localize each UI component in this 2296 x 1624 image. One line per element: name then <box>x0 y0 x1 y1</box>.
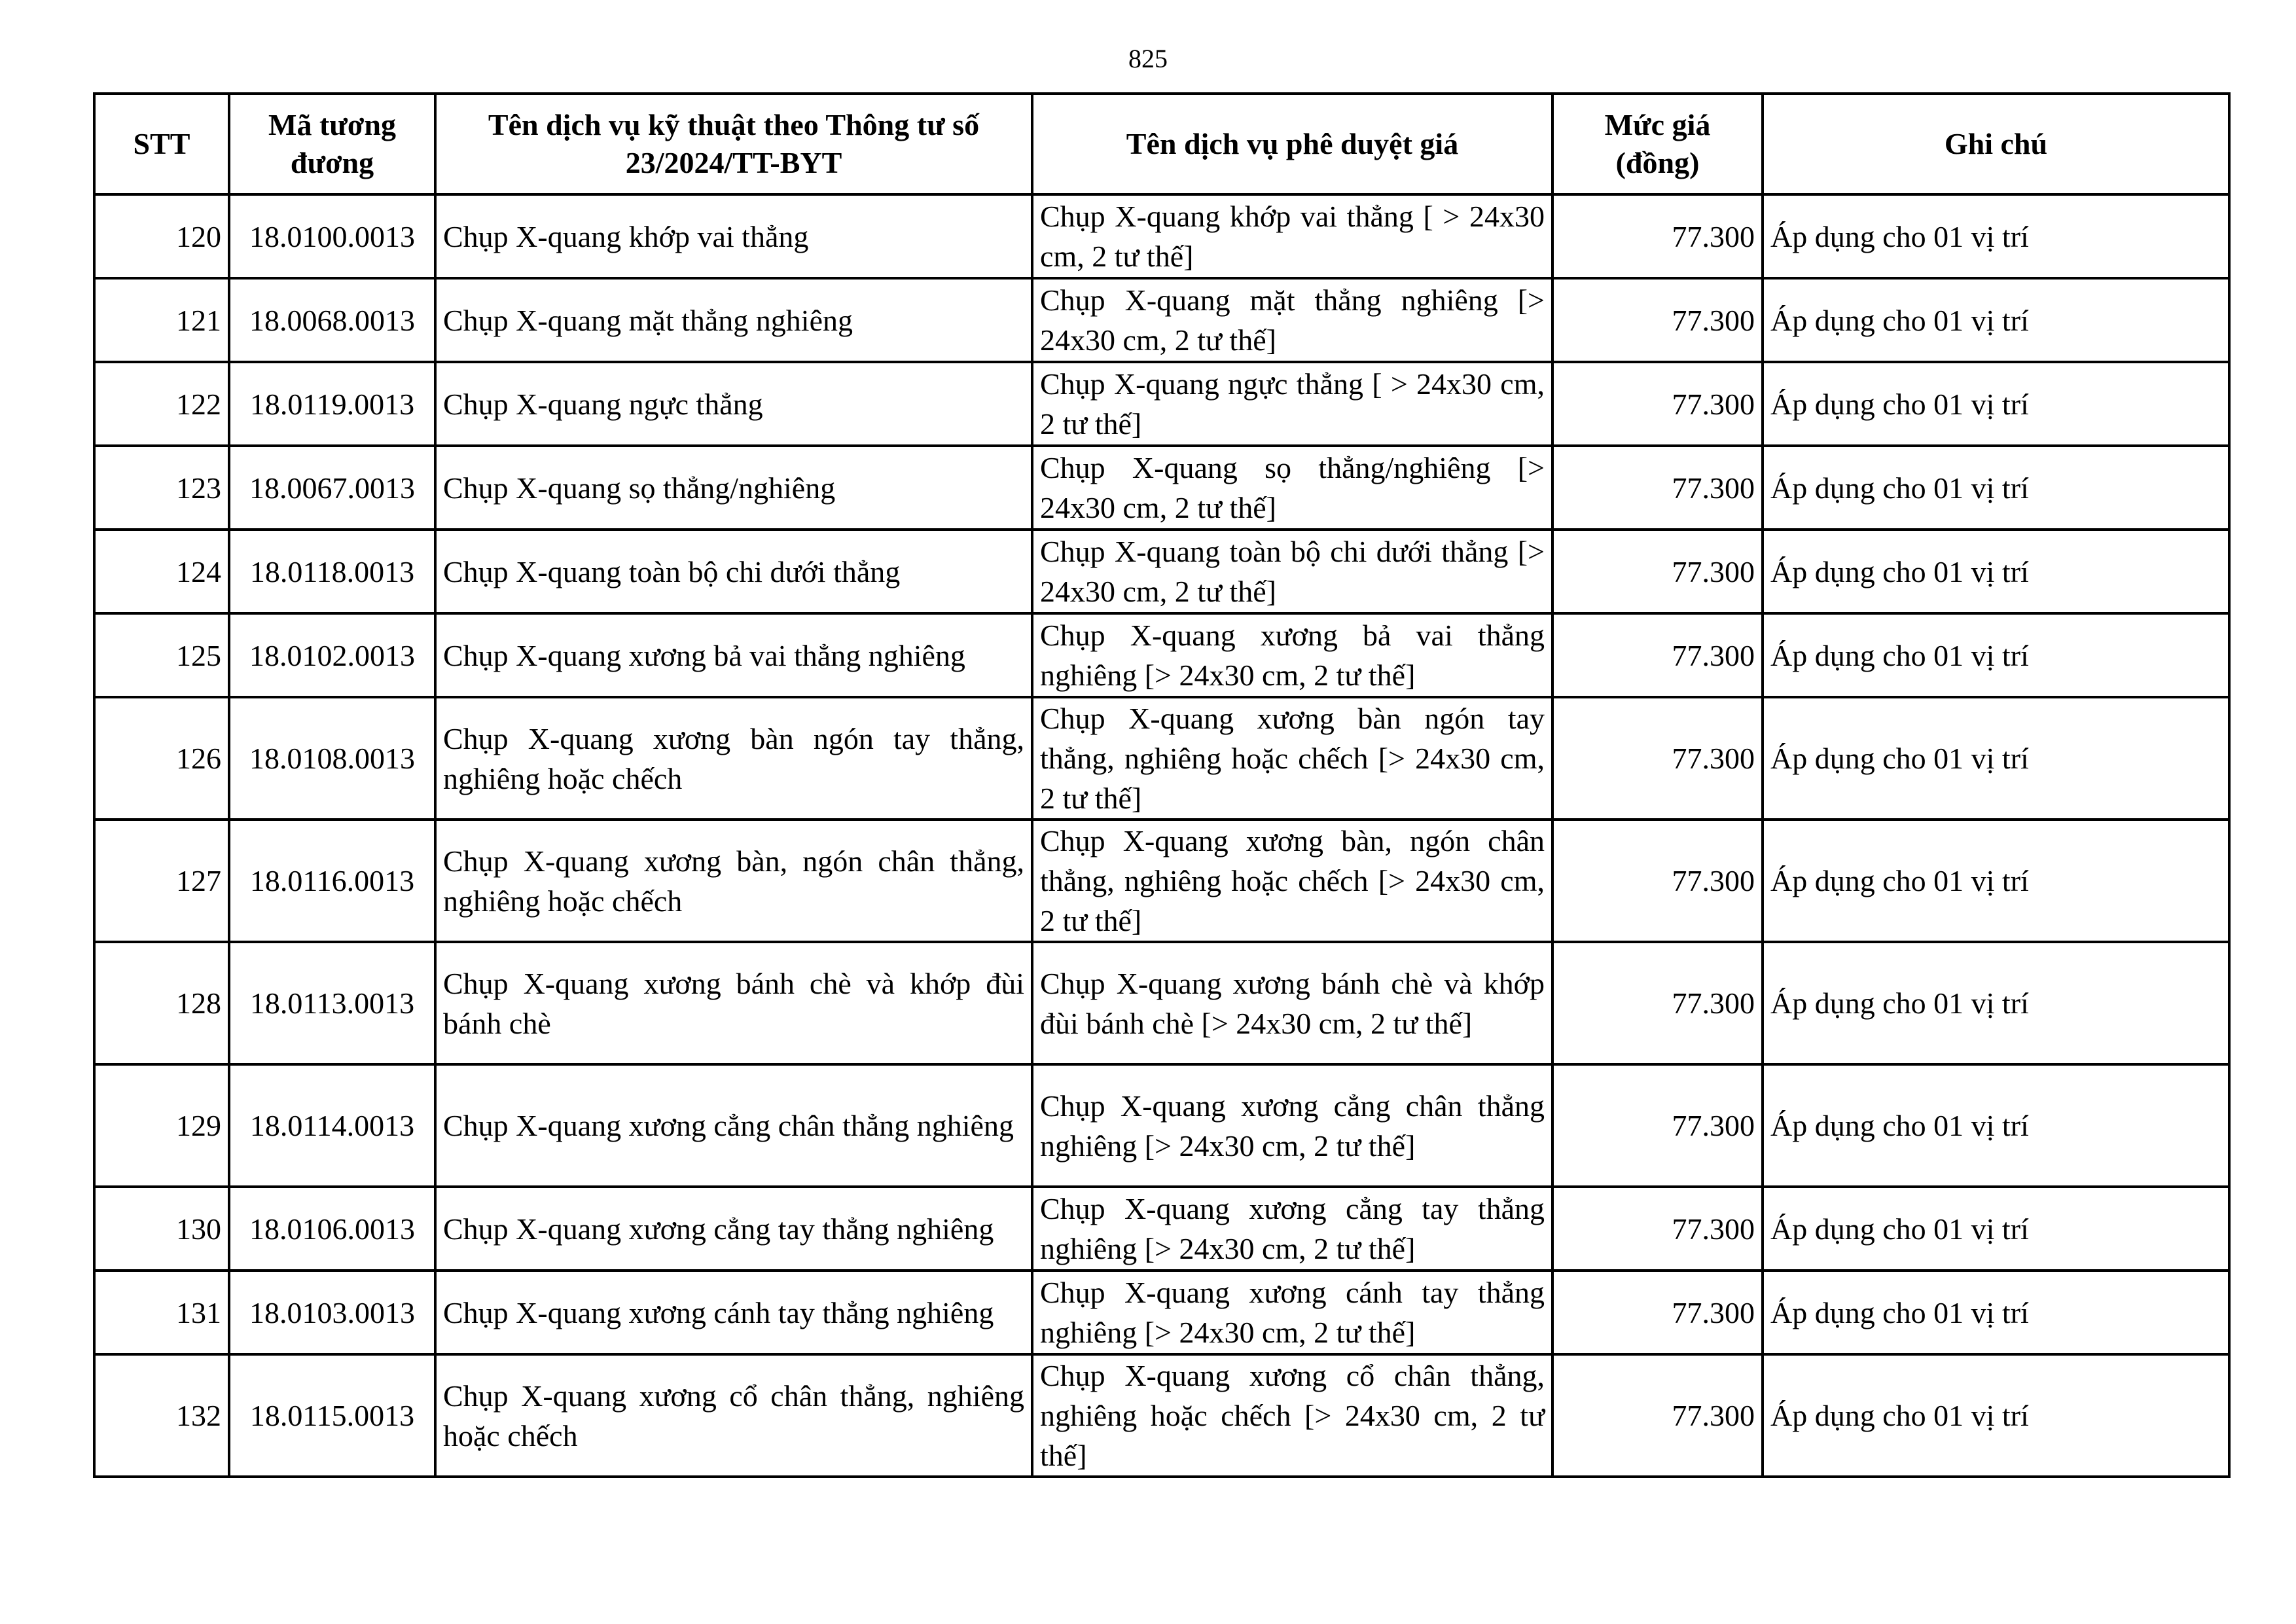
cell-price: 77.300 <box>1552 278 1763 362</box>
header-approved-name: Tên dịch vụ phê duyệt giá <box>1032 94 1552 194</box>
table-header-row <box>94 94 2229 194</box>
cell-price: 77.300 <box>1552 1187 1763 1271</box>
cell-approved-name: Chụp X-quang ngực thẳng [ > 24x30 cm, 2 tư thế] <box>1032 362 1552 446</box>
cell-stt: 129 <box>94 1064 229 1187</box>
cell-note: Áp dụng cho 01 vị trí <box>1763 1271 2229 1354</box>
cell-service-name: Chụp X-quang xương bàn ngón tay thẳng, nghiêng hoặc chếch <box>435 697 1032 820</box>
cell-stt: 122 <box>94 362 229 446</box>
cell-price: 77.300 <box>1552 194 1763 278</box>
cell-price: 77.300 <box>1552 613 1763 697</box>
cell-price: 77.300 <box>1552 1271 1763 1354</box>
cell-code: 18.0118.0013 <box>229 530 435 613</box>
table-row <box>94 1187 2229 1271</box>
cell-stt: 123 <box>94 446 229 530</box>
cell-code: 18.0115.0013 <box>229 1354 435 1477</box>
table-row <box>94 942 2229 1064</box>
cell-price: 77.300 <box>1552 1354 1763 1477</box>
cell-approved-name: Chụp X-quang xương cổ chân thẳng, nghiêng hoặc chếch [> 24x30 cm, 2 tư thế] <box>1032 1354 1552 1477</box>
table-row <box>94 1354 2229 1477</box>
cell-approved-name: Chụp X-quang xương bánh chè và khớp đùi bánh chè [> 24x30 cm, 2 tư thế] <box>1032 942 1552 1064</box>
cell-service-name: Chụp X-quang ngực thẳng <box>435 362 1032 446</box>
header-code: Mã tương đương <box>229 94 435 194</box>
cell-code: 18.0100.0013 <box>229 194 435 278</box>
cell-note: Áp dụng cho 01 vị trí <box>1763 530 2229 613</box>
cell-stt: 121 <box>94 278 229 362</box>
cell-approved-name: Chụp X-quang xương cẳng tay thẳng nghiêng [> 24x30 cm, 2 tư thế] <box>1032 1187 1552 1271</box>
table-row <box>94 1271 2229 1354</box>
cell-approved-name: Chụp X-quang sọ thẳng/nghiêng [> 24x30 cm, 2 tư thế] <box>1032 446 1552 530</box>
table-row <box>94 1064 2229 1187</box>
cell-service-name: Chụp X-quang xương cẳng chân thẳng nghiêng <box>435 1064 1032 1187</box>
cell-price: 77.300 <box>1552 942 1763 1064</box>
cell-approved-name: Chụp X-quang toàn bộ chi dưới thẳng [> 24x30 cm, 2 tư thế] <box>1032 530 1552 613</box>
cell-service-name: Chụp X-quang xương bánh chè và khớp đùi bánh chè <box>435 942 1032 1064</box>
cell-stt: 126 <box>94 697 229 820</box>
table-row <box>94 697 2229 820</box>
cell-code: 18.0114.0013 <box>229 1064 435 1187</box>
cell-stt: 128 <box>94 942 229 1064</box>
cell-approved-name: Chụp X-quang xương bàn ngón tay thẳng, nghiêng hoặc chếch [> 24x30 cm, 2 tư thế] <box>1032 697 1552 820</box>
cell-service-name: Chụp X-quang sọ thẳng/nghiêng <box>435 446 1032 530</box>
cell-note: Áp dụng cho 01 vị trí <box>1763 194 2229 278</box>
cell-stt: 120 <box>94 194 229 278</box>
cell-code: 18.0103.0013 <box>229 1271 435 1354</box>
cell-note: Áp dụng cho 01 vị trí <box>1763 613 2229 697</box>
cell-note: Áp dụng cho 01 vị trí <box>1763 1064 2229 1187</box>
cell-approved-name: Chụp X-quang xương bả vai thẳng nghiêng [> 24x30 cm, 2 tư thế] <box>1032 613 1552 697</box>
cell-note: Áp dụng cho 01 vị trí <box>1763 446 2229 530</box>
cell-note: Áp dụng cho 01 vị trí <box>1763 1187 2229 1271</box>
cell-approved-name: Chụp X-quang mặt thẳng nghiêng [> 24x30 cm, 2 tư thế] <box>1032 278 1552 362</box>
cell-service-name: Chụp X-quang xương cánh tay thẳng nghiêng <box>435 1271 1032 1354</box>
cell-code: 18.0068.0013 <box>229 278 435 362</box>
price-table <box>93 92 2231 1478</box>
cell-code: 18.0116.0013 <box>229 820 435 942</box>
cell-code: 18.0108.0013 <box>229 697 435 820</box>
cell-price: 77.300 <box>1552 530 1763 613</box>
cell-stt: 124 <box>94 530 229 613</box>
table-row <box>94 613 2229 697</box>
cell-code: 18.0102.0013 <box>229 613 435 697</box>
cell-code: 18.0113.0013 <box>229 942 435 1064</box>
cell-code: 18.0067.0013 <box>229 446 435 530</box>
cell-approved-name: Chụp X-quang xương cánh tay thẳng nghiêng [> 24x30 cm, 2 tư thế] <box>1032 1271 1552 1354</box>
cell-price: 77.300 <box>1552 446 1763 530</box>
header-price: Mức giá (đồng) <box>1552 94 1763 194</box>
page-number: 825 <box>1128 44 1168 73</box>
cell-service-name: Chụp X-quang xương bả vai thẳng nghiêng <box>435 613 1032 697</box>
cell-stt: 131 <box>94 1271 229 1354</box>
cell-note: Áp dụng cho 01 vị trí <box>1763 362 2229 446</box>
cell-note: Áp dụng cho 01 vị trí <box>1763 820 2229 942</box>
header-stt: STT <box>94 94 229 194</box>
cell-stt: 132 <box>94 1354 229 1477</box>
cell-price: 77.300 <box>1552 1064 1763 1187</box>
table-row <box>94 194 2229 278</box>
cell-stt: 127 <box>94 820 229 942</box>
cell-approved-name: Chụp X-quang xương bàn, ngón chân thẳng, nghiêng hoặc chếch [> 24x30 cm, 2 tư thế] <box>1032 820 1552 942</box>
table-row <box>94 530 2229 613</box>
cell-service-name: Chụp X-quang xương cổ chân thẳng, nghiêng hoặc chếch <box>435 1354 1032 1477</box>
cell-code: 18.0106.0013 <box>229 1187 435 1271</box>
cell-note: Áp dụng cho 01 vị trí <box>1763 942 2229 1064</box>
cell-service-name: Chụp X-quang xương cẳng tay thẳng nghiêng <box>435 1187 1032 1271</box>
cell-approved-name: Chụp X-quang xương cẳng chân thẳng nghiêng [> 24x30 cm, 2 tư thế] <box>1032 1064 1552 1187</box>
table-row <box>94 362 2229 446</box>
table-row <box>94 278 2229 362</box>
cell-stt: 125 <box>94 613 229 697</box>
cell-price: 77.300 <box>1552 820 1763 942</box>
cell-note: Áp dụng cho 01 vị trí <box>1763 278 2229 362</box>
table-row <box>94 446 2229 530</box>
cell-stt: 130 <box>94 1187 229 1271</box>
cell-note: Áp dụng cho 01 vị trí <box>1763 697 2229 820</box>
cell-note: Áp dụng cho 01 vị trí <box>1763 1354 2229 1477</box>
table-row <box>94 820 2229 942</box>
cell-price: 77.300 <box>1552 362 1763 446</box>
cell-service-name: Chụp X-quang khớp vai thẳng <box>435 194 1032 278</box>
cell-service-name: Chụp X-quang toàn bộ chi dưới thẳng <box>435 530 1032 613</box>
cell-service-name: Chụp X-quang xương bàn, ngón chân thẳng, nghiêng hoặc chếch <box>435 820 1032 942</box>
header-note: Ghi chú <box>1763 94 2229 194</box>
cell-approved-name: Chụp X-quang khớp vai thẳng [ > 24x30 cm, 2 tư thế] <box>1032 194 1552 278</box>
header-service-name: Tên dịch vụ kỹ thuật theo Thông tư số 23/2024/TT-BYT <box>435 94 1032 194</box>
cell-service-name: Chụp X-quang mặt thẳng nghiêng <box>435 278 1032 362</box>
cell-code: 18.0119.0013 <box>229 362 435 446</box>
cell-price: 77.300 <box>1552 697 1763 820</box>
